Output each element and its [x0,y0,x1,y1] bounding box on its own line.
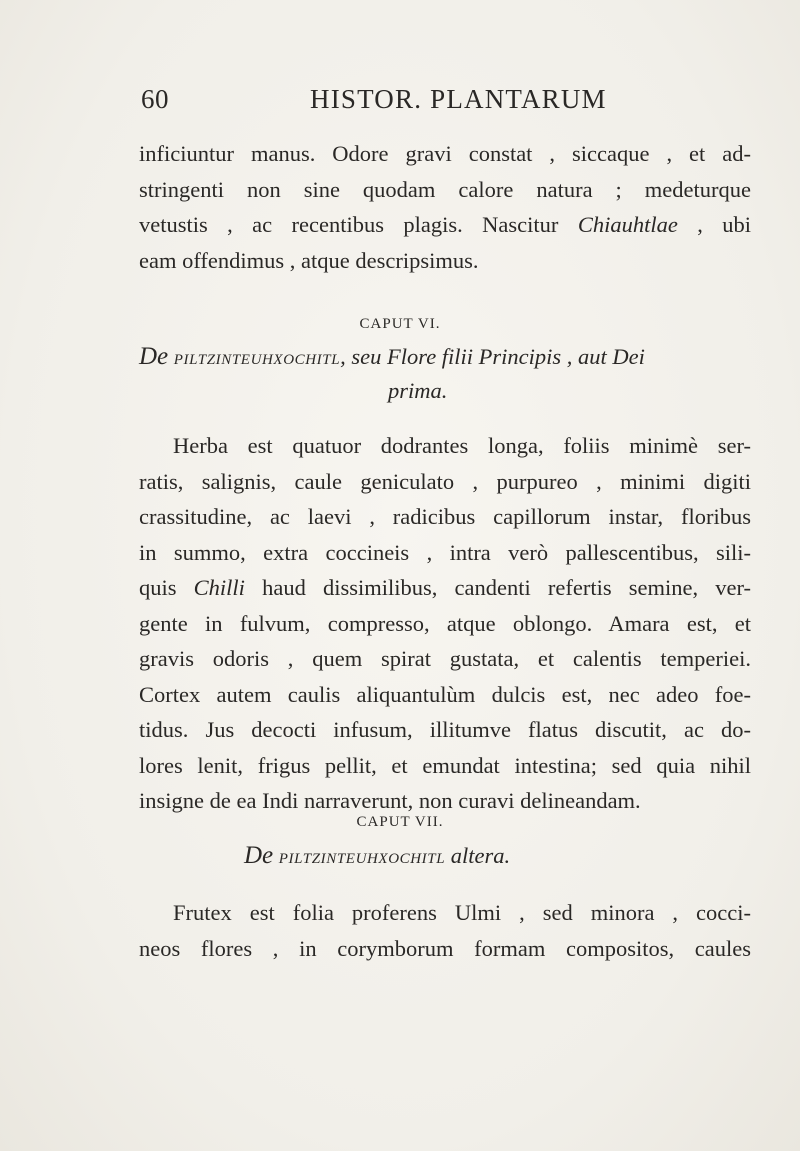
plant-name: PILTZINTEUHXOCHITL [173,352,341,368]
text-line: gente in fulvum, compresso, atque oblongo. Amara est, et [139,610,751,636]
text-line: Cortex autem caulis aliquantulùm dulcis est, nec adeo foe- [139,681,751,707]
text-span: , ubi [697,212,751,237]
text-line: stringenti non sine quodam calore natura ; medeturque [139,176,751,202]
text-line: Herba est quatuor dodrantes longa, foliis minimè ser- [173,433,751,458]
page-header [0,84,800,124]
caput-7-heading: CAPUT VII. [356,814,444,830]
paragraph-1 [139,136,751,278]
title-rest: altera. [450,843,511,868]
text-line: eam offendimus , atque descripsimus. [139,247,479,273]
title-rest: , seu Flore filii Principis , aut Dei [340,344,645,369]
text-line: tidus. Jus decocti infusum, illitumve flatus discutit, ac do- [139,717,751,742]
text-line: inficiuntur manus. Odore gravi constat , siccaque , et ad- [139,141,751,166]
caput-6-heading: CAPUT VI. [359,316,441,332]
text-line [139,570,751,606]
italic-name: Chilli [193,575,245,600]
text-line: crassitudine, ac laevi , radicibus capillorum instar, floribus [139,504,751,529]
text-line: neos flores , in corymborum formam compositos, caules [139,935,751,961]
text-line: insigne de ea Indi narraverunt, non curavi delineandam. [139,788,641,813]
text-line: in summo, extra coccineis , intra verò pallescentibus, sili- [139,539,751,565]
text-line: gravis odoris , quem spirat gustata, et calentis temperiei. [139,646,751,671]
text-span: vetustis , ac recentibus plagis. Nascitur [139,212,559,237]
text-line: ratis, salignis, caule geniculato , purpureo , minimi digiti [139,468,751,494]
caput-6-title [139,343,645,371]
caput-6-title-line2: prima. [388,378,448,403]
text-line [139,207,751,243]
plant-name: PILTZINTEUHXOCHITL [278,851,446,867]
text-line: Frutex est folia proferens Ulmi , sed minora , cocci- [173,900,751,925]
text-line: lores lenit, frigus pellit, et emundat intestina; sed quia nihil [139,752,751,778]
caput-7-title [244,842,510,870]
text-span: haud dissimilibus, candenti refertis semine, ver- [262,575,751,600]
title-de: De [244,842,274,869]
page-number: 60 [141,84,169,114]
italic-name: Chiauhtlae [577,212,678,237]
title-de: De [139,343,169,370]
paragraph-3 [139,895,751,966]
text-span: quis [139,575,177,600]
running-head: HISTOR. PLANTARUM [310,84,607,114]
paragraph-2 [139,428,751,819]
